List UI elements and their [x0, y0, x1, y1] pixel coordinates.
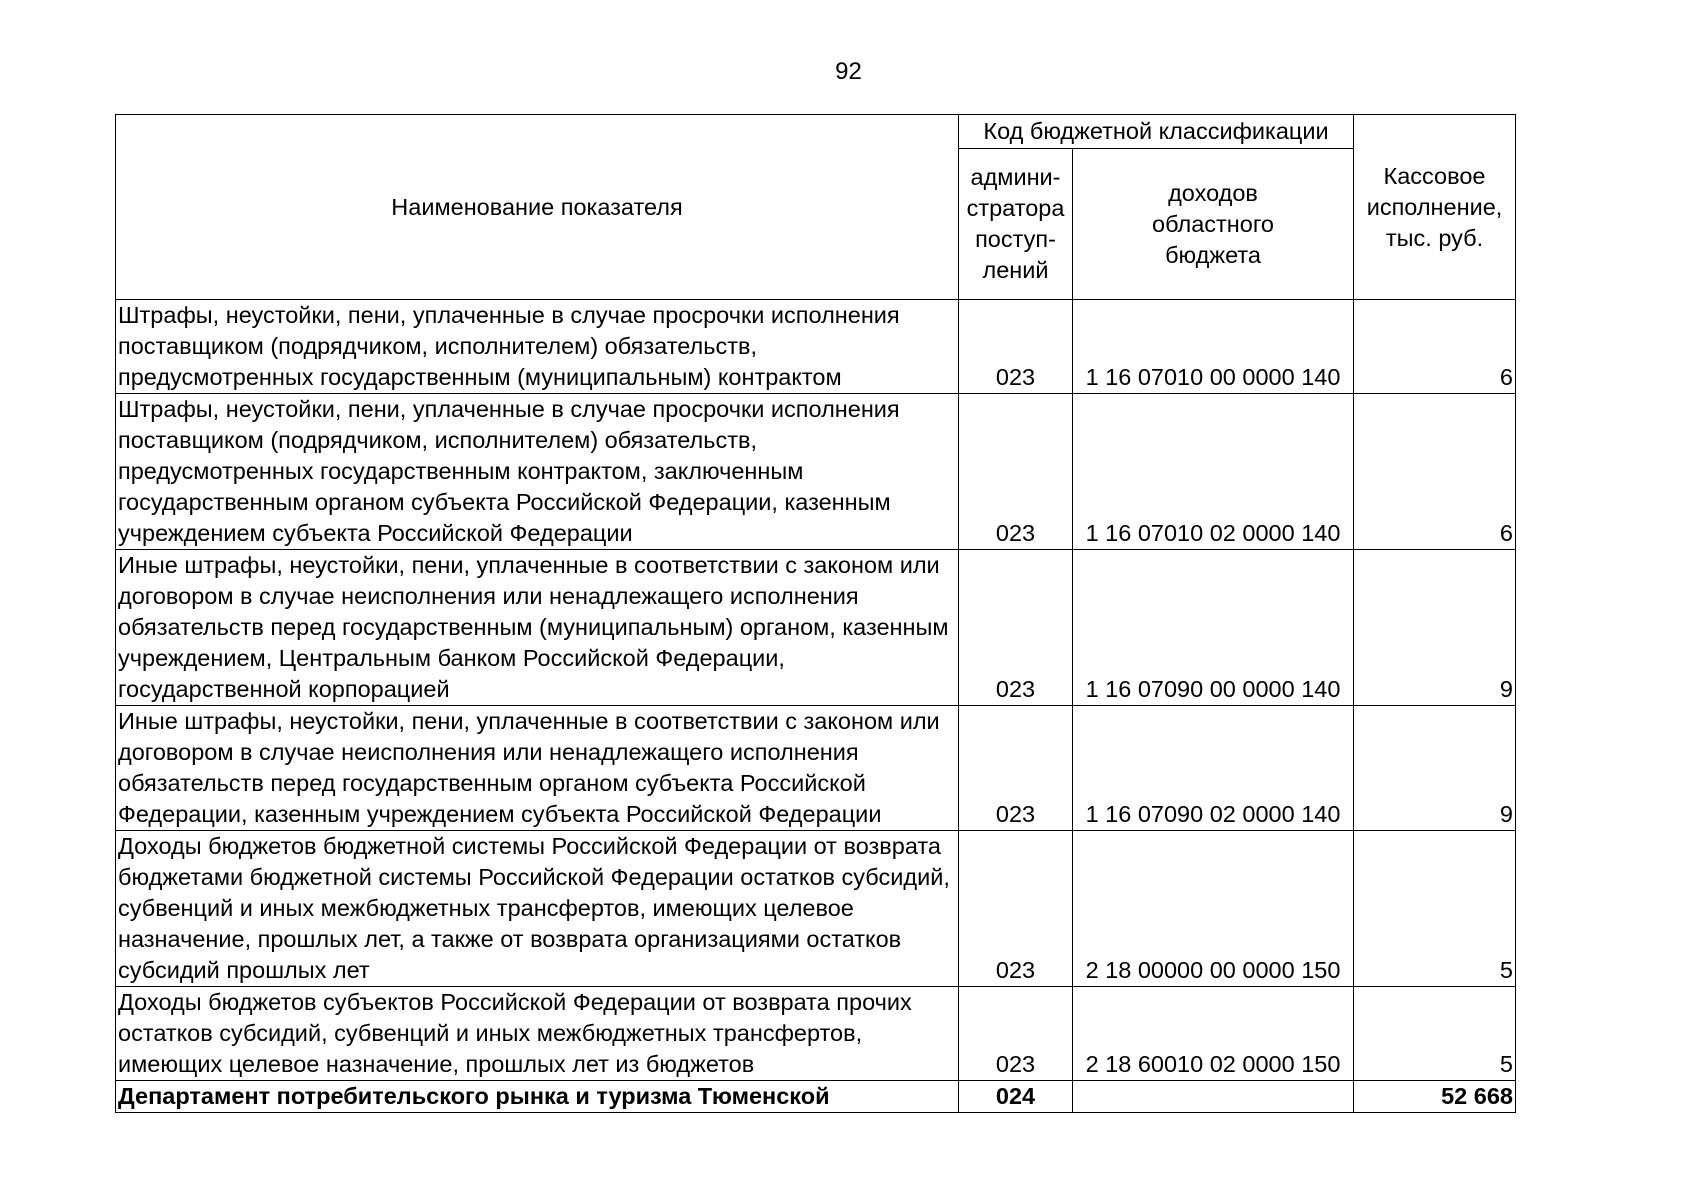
row-admin-code: 023 — [959, 394, 1073, 550]
admin-header-line: стратора — [966, 195, 1065, 221]
row-amount: 5 — [1354, 831, 1516, 987]
column-header-regional-income — [1073, 149, 1354, 300]
row-classification-code: 1 16 07010 02 0000 140 — [1073, 394, 1354, 550]
table-row — [116, 550, 1516, 706]
income-header-line: бюджета — [1165, 241, 1261, 268]
row-classification-code — [1073, 1081, 1354, 1113]
column-header-name-label: Наименование показателя — [391, 193, 683, 220]
row-name: Штрафы, неустойки, пени, уплаченные в случае просрочки исполнения поставщиком (подрядчиком, исполнителем) обязательств, предусмотренных государственным (муниципальным) контрактом — [116, 300, 959, 394]
row-classification-code: 2 18 60010 02 0000 150 — [1073, 987, 1354, 1081]
income-header-line: областного — [1152, 210, 1274, 237]
row-admin-code: 023 — [959, 550, 1073, 706]
column-header-name — [116, 115, 959, 300]
column-header-classification-code: Код бюджетной классификации — [959, 115, 1354, 149]
admin-header-line: админи- — [970, 164, 1061, 190]
row-name: Иные штрафы, неустойки, пени, уплаченные в соответствии с законом или договором в случае неисполнения или ненадлежащего исполнения обязательств перед государственным органом субъекта Российской Федерации, казенным учреждением субъекта Российской Федерации — [116, 706, 959, 831]
table-row — [116, 300, 1516, 394]
column-header-administrator — [959, 149, 1073, 300]
page-number: 92 — [835, 58, 862, 85]
row-name: Штрафы, неустойки, пени, уплаченные в случае просрочки исполнения поставщиком (подрядчиком, исполнителем) обязательств, предусмотренных государственным контрактом, заключенным государственным органом субъекта Российской Федерации, казенным учреждением субъекта Российской Федерации — [116, 394, 959, 550]
income-header-line: доходов — [1168, 179, 1258, 206]
row-name: Департамент потребительского рынка и туризма Тюменской — [116, 1081, 959, 1113]
row-admin-code: 023 — [959, 300, 1073, 394]
row-admin-code: 023 — [959, 706, 1073, 831]
budget-table — [115, 114, 1516, 1113]
row-amount: 6 — [1354, 394, 1516, 550]
table-row-department-total — [116, 1081, 1516, 1113]
header-row-top — [116, 115, 1516, 149]
row-amount: 6 — [1354, 300, 1516, 394]
amount-header-line: исполнение, — [1366, 193, 1503, 220]
row-classification-code: 1 16 07090 02 0000 140 — [1073, 706, 1354, 831]
row-name: Доходы бюджетов бюджетной системы Российской Федерации от возврата бюджетами бюджетной системы Российской Федерации остатков субсидий, субвенций и иных межбюджетных трансфертов, имеющих целевое назначение, прошлых лет, а также от возврата организациями остатков субсидий прошлых лет — [116, 831, 959, 987]
row-amount: 9 — [1354, 706, 1516, 831]
column-header-amount — [1354, 115, 1516, 300]
row-classification-code: 1 16 07090 00 0000 140 — [1073, 550, 1354, 706]
table-row — [116, 987, 1516, 1081]
admin-header-line: лений — [982, 257, 1049, 283]
row-name: Иные штрафы, неустойки, пени, уплаченные в соответствии с законом или договором в случае неисполнения или ненадлежащего исполнения обязательств перед государственным (муниципальным) органом, казенным учреждением, Центральным банком Российской Федерации, государственной корпорацией — [116, 550, 959, 706]
admin-header-line: поступ- — [975, 226, 1056, 252]
table-row — [116, 706, 1516, 831]
row-name: Доходы бюджетов субъектов Российской Федерации от возврата прочих остатков субсидий, субвенций и иных межбюджетных трансфертов, имеющих целевое назначение, прошлых лет из бюджетов — [116, 987, 959, 1081]
row-admin-code: 024 — [959, 1081, 1073, 1113]
row-admin-code: 023 — [959, 831, 1073, 987]
amount-header-line: Кассовое — [1383, 162, 1486, 189]
row-classification-code: 1 16 07010 00 0000 140 — [1073, 300, 1354, 394]
row-amount: 5 — [1354, 987, 1516, 1081]
table-row — [116, 394, 1516, 550]
row-amount: 52 668 — [1354, 1081, 1516, 1113]
table-row — [116, 831, 1516, 987]
row-amount: 9 — [1354, 550, 1516, 706]
row-admin-code: 023 — [959, 987, 1073, 1081]
row-classification-code: 2 18 00000 00 0000 150 — [1073, 831, 1354, 987]
amount-header-line: тыс. руб. — [1385, 224, 1484, 251]
